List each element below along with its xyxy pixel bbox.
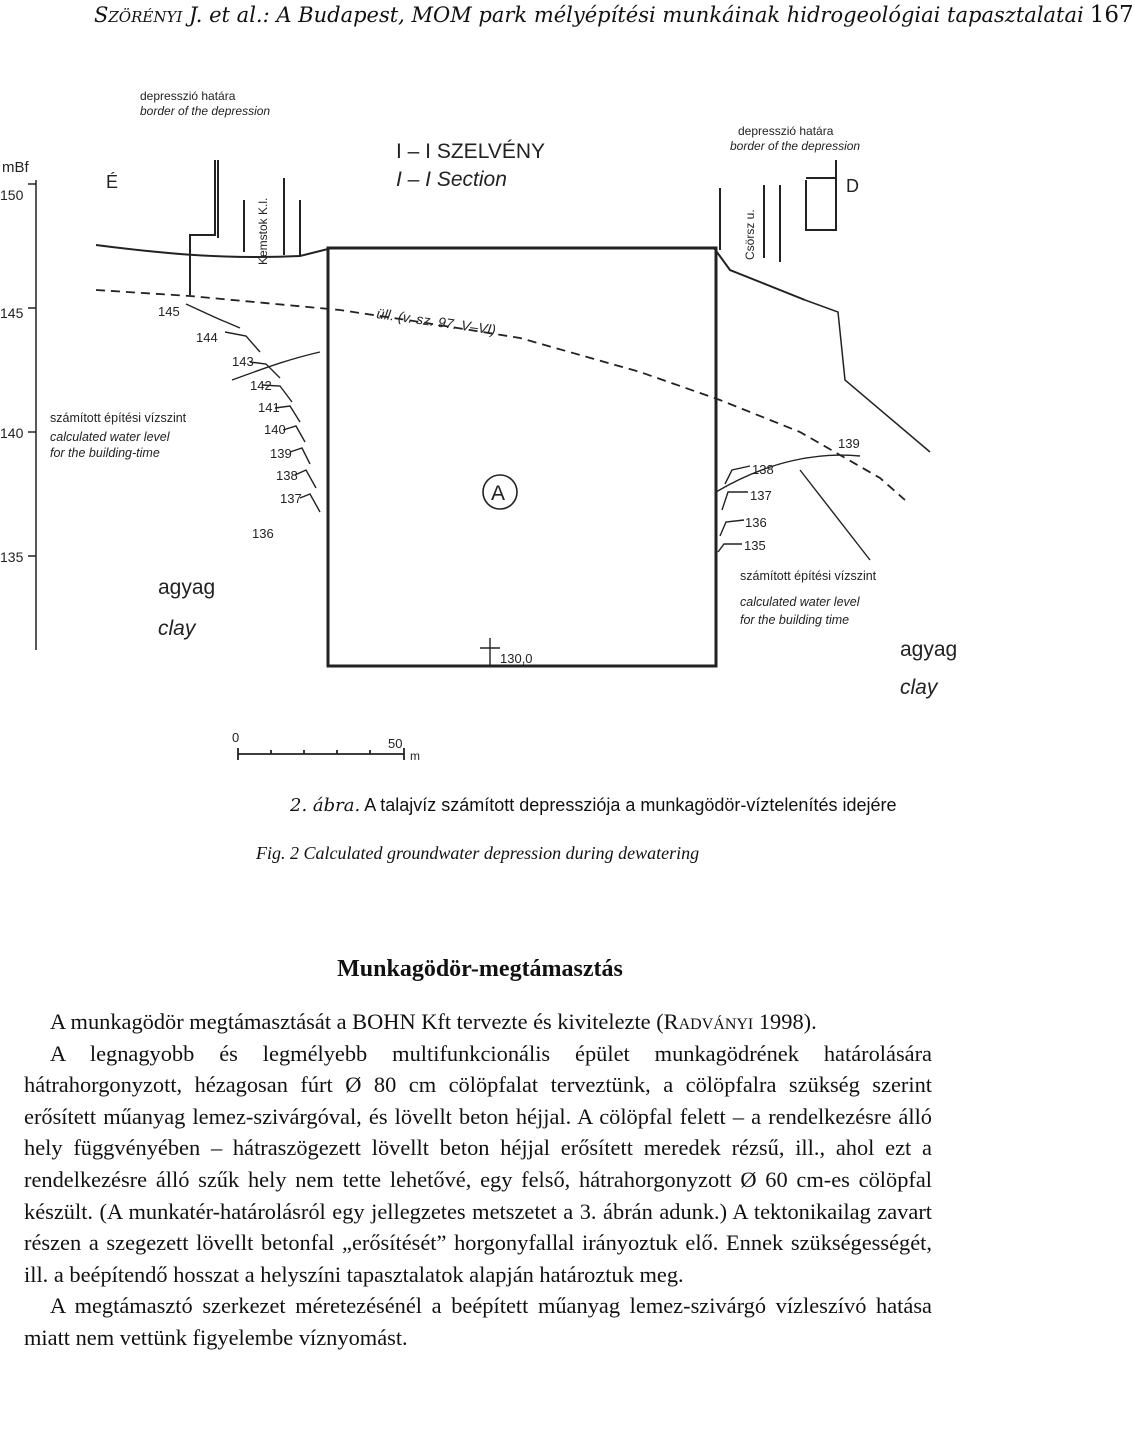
depression-border-left-en: border of the depression bbox=[140, 104, 271, 118]
figure-caption-hu bbox=[290, 795, 897, 816]
page-number: 167 bbox=[1089, 2, 1134, 28]
caption-hu-text: A talajvíz számított depressziója a munkagödör-víztelenítés idejére bbox=[360, 795, 897, 815]
axis-tick: 135 bbox=[0, 549, 24, 565]
calc-level-left-hu: számított építési vízszint bbox=[50, 411, 187, 425]
contour-label: 141 bbox=[258, 400, 280, 415]
left-end-label: É bbox=[106, 172, 119, 192]
pit-label: A bbox=[491, 482, 506, 505]
section-heading: Munkagödör-megtámasztás bbox=[337, 956, 623, 982]
contour-label: 142 bbox=[250, 378, 272, 393]
running-header bbox=[94, 2, 1134, 28]
calc-level-right-en2: for the building time bbox=[740, 613, 850, 627]
contour-label: 145 bbox=[158, 304, 180, 319]
figure-label: 2. ábra. bbox=[290, 795, 361, 816]
axis-tick: 145 bbox=[0, 305, 24, 321]
section-title-en: I – I Section bbox=[396, 168, 507, 191]
soil-right-en: clay bbox=[900, 676, 938, 699]
contour-label: 139 bbox=[838, 436, 860, 451]
depression-border-right-hu: depresszió határa bbox=[738, 124, 834, 138]
axis-tick: 150 bbox=[0, 187, 24, 203]
ground-surface bbox=[96, 245, 805, 300]
cross-section-figure bbox=[0, 60, 960, 780]
body-text bbox=[24, 1006, 932, 1354]
street-left: Kemstok K.l. bbox=[256, 197, 270, 265]
contour-label: 138 bbox=[276, 468, 298, 483]
calc-level-right-en1: calculated water level bbox=[740, 595, 860, 609]
scale-unit: m bbox=[410, 749, 420, 763]
scale-fifty: 50 bbox=[388, 736, 403, 751]
building-left bbox=[190, 160, 300, 295]
right-end-label: D bbox=[846, 176, 859, 196]
groundwater-level bbox=[96, 290, 905, 500]
citation: Radványi bbox=[663, 1009, 754, 1034]
header-title: et al.: A Budapest, MOM park mélyépítési munkáinak hidrogeológiai tapasztalatai bbox=[202, 3, 1084, 27]
paragraph: A legnagyobb és legmélyebb multifunkcionális épület munkagödrének határolására hátrahorgonyzott, hézagosan fúrt Ø 80 cm cölöpfalat terveztünk, a cölöpfalra szükség szerint erősített műanyag lemez-szivárgóval, és lövellt beton héjjal. A cölöpfal felett – a rendelkezésre álló hely függvényében – hátraszögezett lövellt beton héjjal erősített meredek rézsű, ill., ahol ezt a rendelkezésre álló szűk hely nem tette lehetővé, egy felső, hátrahorgonyzott Ø 60 cm-es cölöpfal készült. (A munkatér-határolásról egy jellegzetes metszetet a 3. ábrán adunk.) A tektonikailag zavart részen a szegezett lövellt betonfal „erősítését” horgonyfallal irányoztuk elő. Ennek szükségességét, ill. a beépítendő hosszat a helyszíni tapasztalatok alapján határoztuk meg. bbox=[24, 1040, 932, 1287]
scale-zero: 0 bbox=[232, 730, 240, 745]
section-title-hu: I – I SZELVÉNY bbox=[396, 140, 545, 163]
contour-label: 136 bbox=[745, 515, 767, 530]
contour-label: 140 bbox=[264, 422, 286, 437]
soil-left-hu: agyag bbox=[158, 576, 216, 599]
axis-unit: mBf bbox=[2, 159, 29, 176]
contour-label: 136 bbox=[252, 526, 274, 541]
depression-border-right-en: border of the depression bbox=[730, 139, 861, 153]
paragraph: A megtámasztó szerkezet méretezésénél a beépített műanyag lemez-szivárgó vízleszívó hatása miatt nem vettünk figyelembe víznyomást. bbox=[24, 1293, 932, 1350]
calc-level-left-en1: calculated water level bbox=[50, 430, 170, 444]
scale-bar bbox=[238, 748, 404, 760]
contour-label: 138 bbox=[752, 462, 774, 477]
figure-caption-en: Fig. 2 Calculated groundwater depression during dewatering bbox=[256, 843, 700, 863]
contour-label: 143 bbox=[232, 354, 254, 369]
axis-tick: 140 bbox=[0, 425, 24, 441]
contour-label: 144 bbox=[196, 330, 218, 345]
contour-label: 137 bbox=[280, 491, 302, 506]
paragraph: A munkagödör megtámasztását a BOHN Kft tervezte és kivitelezte (Radványi 1998). bbox=[50, 1009, 817, 1034]
header-authors: Szörényi J. bbox=[94, 3, 203, 27]
street-right: Csörsz u. bbox=[743, 209, 757, 260]
calc-level-left-en2: for the building-time bbox=[50, 446, 160, 460]
calc-level-right-hu: számított építési vízszint bbox=[740, 569, 877, 583]
water-level-note: üll. (v. sz. 97. V–VI) bbox=[375, 305, 497, 338]
pit-bottom-level: 130,0 bbox=[500, 651, 533, 666]
building-right bbox=[720, 160, 836, 262]
soil-left-en: clay bbox=[158, 617, 196, 640]
contour-label: 139 bbox=[270, 446, 292, 461]
depression-border-left-hu: depresszió határa bbox=[140, 89, 236, 103]
contour-label: 135 bbox=[744, 538, 766, 553]
soil-right-hu: agyag bbox=[900, 638, 958, 661]
contour-label: 137 bbox=[750, 488, 772, 503]
